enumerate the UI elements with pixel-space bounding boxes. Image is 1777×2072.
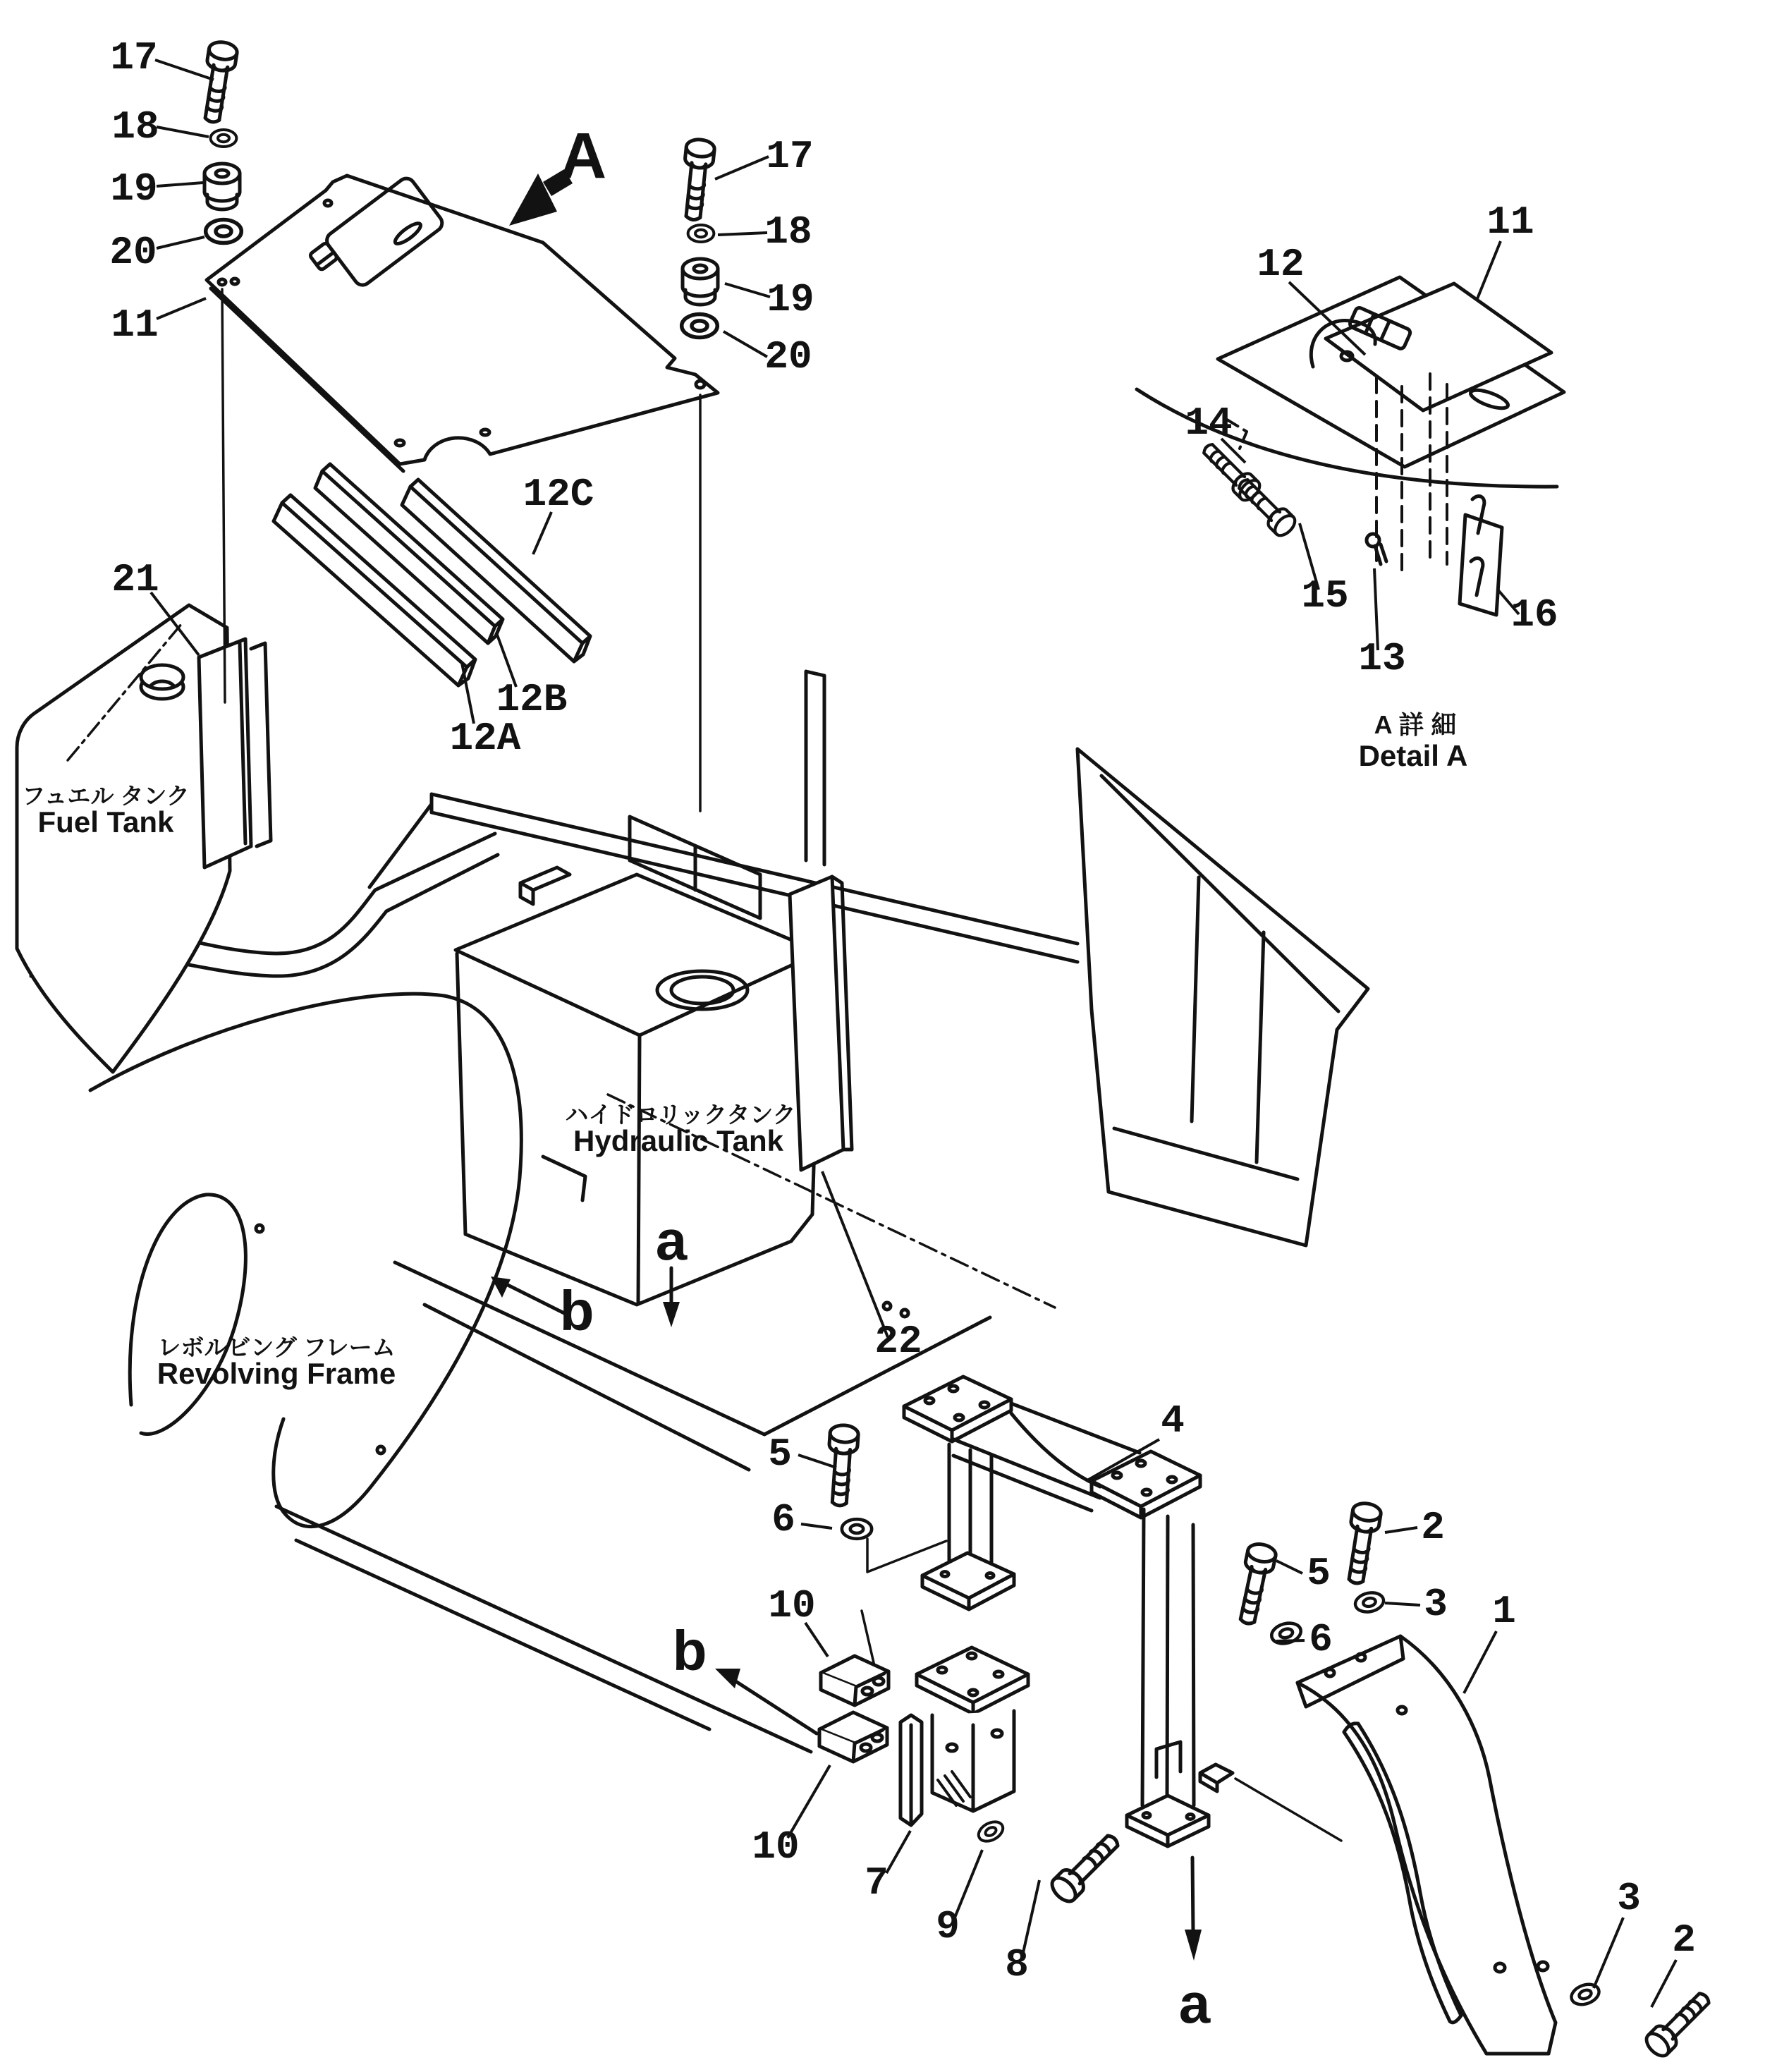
- callout-number-label: 11: [111, 303, 159, 348]
- callout-leader: [533, 512, 551, 554]
- callout-9-26: [936, 1850, 982, 1949]
- washer-6-right: [1269, 1620, 1303, 1647]
- callout-leader: [157, 298, 206, 319]
- view-arrow-a-label: A: [559, 120, 607, 192]
- callout-10-24: [752, 1765, 830, 1870]
- callout-leader: [157, 127, 209, 137]
- detail-a-jp: A 詳 細: [1374, 710, 1457, 739]
- callout-number-label: 12C: [523, 472, 594, 517]
- washer-3-lower: [1568, 1981, 1601, 2009]
- callout-number-label: 12: [1257, 242, 1305, 287]
- side-panel-22: [790, 877, 843, 1170]
- callout-leader: [723, 331, 767, 357]
- callout-leader: [725, 284, 770, 297]
- fuel-tank: [17, 605, 271, 1072]
- callout-3-33: [1594, 1876, 1641, 1988]
- callout-number-label: 19: [110, 166, 158, 212]
- callout-18-6: [718, 209, 812, 255]
- callout-number-label: 3: [1424, 1582, 1448, 1627]
- callout-number-label: 8: [1005, 1942, 1029, 1987]
- callout-6-22: [771, 1497, 832, 1542]
- cover-panel-1: [1297, 1636, 1556, 2054]
- callout-leader: [1477, 241, 1501, 300]
- revolving-frame-jp: レボルビング フレーム: [157, 1334, 396, 1360]
- bolt-5-right: [1233, 1542, 1278, 1626]
- callout-number-label: 17: [766, 134, 814, 179]
- callout-leader: [1651, 1960, 1676, 2007]
- cover-plate-11: [207, 175, 718, 471]
- callout-leader: [798, 1455, 836, 1468]
- callout-number-label: 18: [111, 104, 159, 150]
- callout-10-23: [768, 1583, 828, 1657]
- frame-hole: [256, 1225, 263, 1232]
- washer-9: [975, 1818, 1006, 1845]
- callout-number-label: 5: [1307, 1551, 1331, 1596]
- callout-number-label: 1: [1492, 1589, 1516, 1634]
- bolt-17-left: [198, 40, 238, 124]
- callout-leader: [718, 233, 767, 235]
- washer-18-left: [211, 130, 237, 147]
- callout-number-label: 17: [110, 35, 158, 80]
- callout-12c-9: [523, 472, 594, 554]
- bolt-2-lower: [1642, 1987, 1715, 2059]
- direction-arrow-shafts: [505, 1268, 1193, 1932]
- callout-leader: [1276, 1640, 1305, 1641]
- washer-18-right: [688, 225, 714, 242]
- callout-17-0: [110, 35, 214, 80]
- callout-leader: [1385, 1603, 1420, 1605]
- callout-number-label: 20: [109, 230, 157, 275]
- bracket-7: [900, 1715, 922, 1825]
- pin-15: [1233, 474, 1299, 540]
- callout-11-4: [111, 298, 206, 348]
- shim-block-10a: [821, 1656, 889, 1705]
- callout-number-label: 7: [865, 1860, 889, 1906]
- section-a-1-label: a: [655, 1209, 688, 1272]
- callout-number-label: 18: [764, 209, 812, 255]
- callout-number-label: 13: [1358, 636, 1406, 681]
- callout-5-21: [768, 1432, 836, 1477]
- washer-20-left: [206, 220, 242, 243]
- callout-20-8: [723, 331, 812, 379]
- detail-a-inset: [1137, 277, 1564, 615]
- bolt-17-right: [679, 138, 716, 221]
- cushion-19-right: [683, 259, 718, 305]
- callout-number-label: 12A: [449, 716, 521, 761]
- callout-7-25: [865, 1831, 910, 1906]
- callout-number-label: 5: [768, 1432, 792, 1477]
- callout-8-27: [1005, 1880, 1039, 1987]
- frame-hole: [377, 1446, 384, 1454]
- washer-6-left: [842, 1519, 872, 1539]
- callout-number-label: 19: [767, 277, 814, 322]
- callout-number-label: 10: [768, 1583, 816, 1628]
- callout-number-label: 11: [1486, 200, 1534, 245]
- callout-leader: [155, 60, 214, 80]
- callout-13-17: [1358, 568, 1405, 681]
- callout-number-label: 14: [1185, 401, 1233, 446]
- callout-18-1: [111, 104, 209, 150]
- callout-number-label: 2: [1421, 1505, 1445, 1550]
- fuel-tank-en: Fuel Tank: [37, 805, 174, 839]
- arrow-b-lower-icon: [715, 1669, 740, 1688]
- shim-block-10b: [819, 1712, 887, 1762]
- cushion-19-left: [204, 164, 240, 209]
- callout-number-label: 10: [752, 1824, 800, 1870]
- callout-number-label: 9: [936, 1904, 960, 1949]
- callout-number-label: 15: [1301, 573, 1349, 618]
- arrow-a-lower-icon: [1185, 1930, 1202, 1961]
- callout-number-label: 22: [874, 1319, 922, 1364]
- section-b-1-label: b: [559, 1279, 594, 1342]
- callout-leader: [1464, 1631, 1496, 1693]
- hydraulic-tank: [456, 874, 852, 1305]
- frame-hole: [884, 1303, 891, 1310]
- callout-22-19: [822, 1171, 922, 1364]
- callout-1-32: [1464, 1589, 1516, 1693]
- callout-11-13: [1477, 200, 1534, 300]
- callout-leader: [1594, 1918, 1623, 1988]
- callout-3-31: [1385, 1582, 1448, 1627]
- callout-number-label: 12B: [496, 677, 568, 722]
- section-a-2-label: a: [1178, 1972, 1211, 2035]
- callout-leader: [822, 1171, 888, 1337]
- callout-leader: [157, 183, 203, 186]
- fuel-tank-jp: フュエル タンク: [22, 783, 190, 809]
- callout-number-label: 20: [764, 334, 812, 379]
- washer-3-upper: [1353, 1590, 1385, 1614]
- callout-leader: [715, 157, 769, 179]
- washer-20-right: [682, 315, 718, 338]
- callout-19-7: [725, 277, 814, 322]
- callout-19-2: [110, 166, 203, 212]
- callout-5-28: [1276, 1551, 1331, 1596]
- callout-number-label: 21: [111, 557, 159, 602]
- bolt-8: [1048, 1829, 1125, 1906]
- hydraulic-tank-en: Hydraulic Tank: [573, 1124, 783, 1157]
- callout-16-18: [1498, 590, 1558, 638]
- callout-number-label: 6: [771, 1497, 795, 1542]
- callout-2-34: [1651, 1918, 1696, 2007]
- detail-a-en: Detail A: [1358, 739, 1468, 772]
- callout-number-label: 4: [1161, 1398, 1185, 1444]
- callout-number-label: 16: [1510, 592, 1558, 638]
- callout-number-label: 6: [1309, 1617, 1333, 1662]
- bracket-16: [1460, 496, 1502, 615]
- frame-hole: [901, 1310, 908, 1317]
- callout-leader: [1385, 1528, 1417, 1532]
- callout-17-5: [715, 134, 814, 179]
- section-b-2-label: b: [672, 1619, 707, 1682]
- bolt-2-upper: [1342, 1501, 1382, 1585]
- callout-leader: [157, 237, 204, 248]
- callout-2-30: [1385, 1505, 1445, 1550]
- callout-number-label: 3: [1617, 1876, 1641, 1921]
- callout-leader: [886, 1831, 910, 1873]
- callout-leader: [1276, 1561, 1302, 1573]
- callout-15-16: [1300, 523, 1349, 618]
- clamp: [1200, 1765, 1341, 1841]
- callout-leader: [801, 1524, 832, 1528]
- revolving-frame-en: Revolving Frame: [157, 1357, 396, 1390]
- callout-20-3: [109, 230, 204, 275]
- callout-number-label: 2: [1672, 1918, 1696, 1963]
- hydraulic-tank-jp: ハイドロリックタンク: [565, 1102, 796, 1128]
